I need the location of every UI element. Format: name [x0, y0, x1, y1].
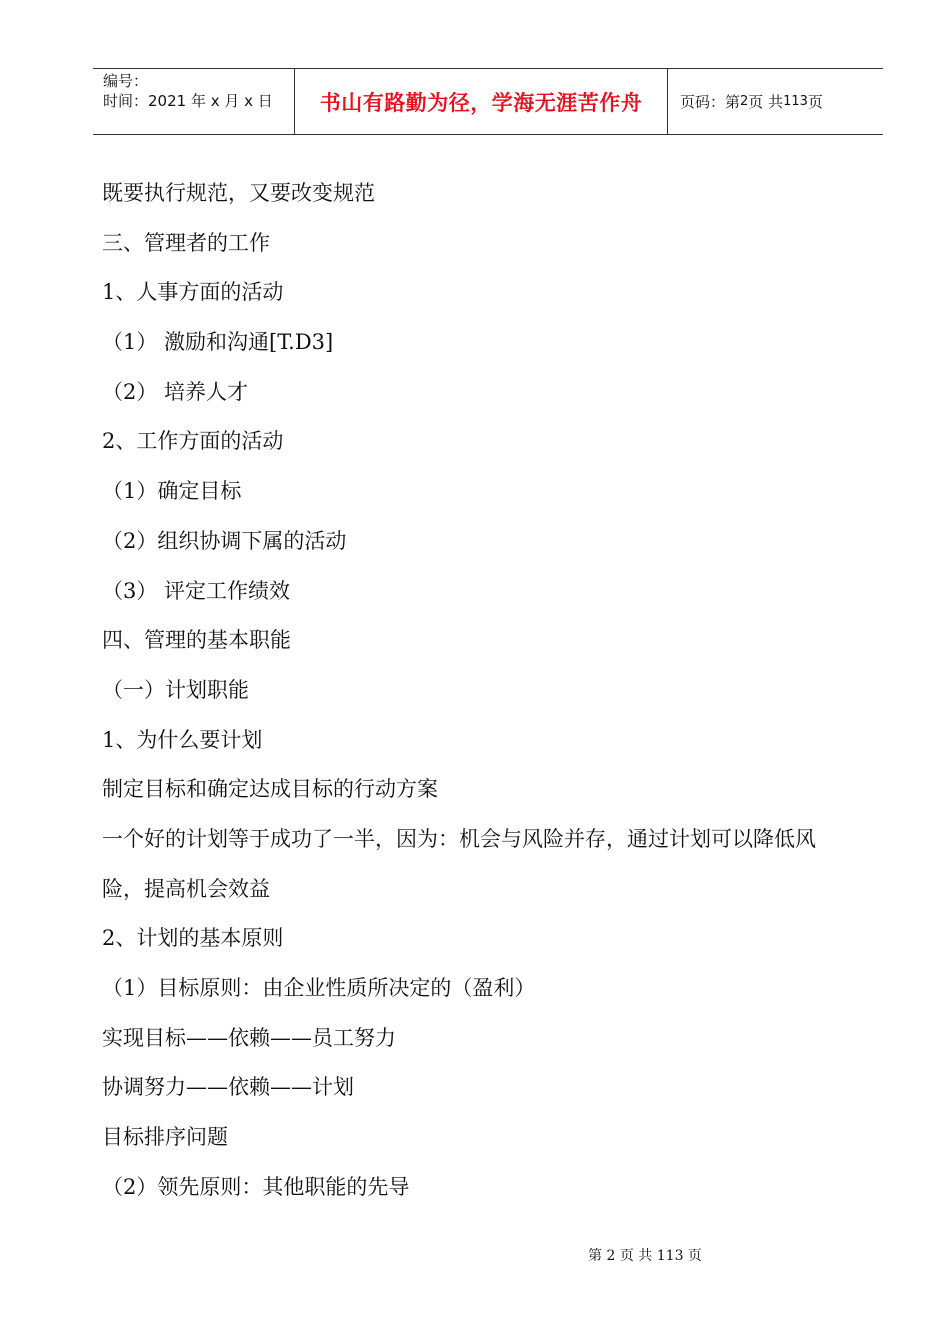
body-line: （1）确定目标 — [102, 479, 242, 504]
body-line: 制定目标和确定达成目标的行动方案 — [102, 777, 438, 802]
body-line: 1、为什么要计划 — [102, 727, 263, 752]
page-suffix: 页 — [807, 93, 823, 111]
body-line: （2）领先原则：其他职能的先导 — [102, 1174, 410, 1199]
body-line: （3） 评定工作绩效 — [102, 578, 291, 603]
page-mid: 页 共 — [748, 93, 784, 111]
body-line: 一个好的计划等于成功了一半，因为：机会与风险并存，通过计划可以降低风 — [102, 826, 816, 851]
body-line: 既要执行规范，又要改变规范 — [102, 181, 375, 205]
body-line: 四、管理的基本职能 — [102, 628, 291, 653]
body-line: （2） 培养人才 — [102, 379, 249, 404]
header-page-info — [668, 69, 883, 134]
body-line: 协调努力——依赖——计划 — [102, 1075, 354, 1100]
page-number: 2 — [740, 94, 749, 109]
page-footer: 第 2 页 共 113 页 — [588, 1248, 702, 1264]
serial-label: 编号： — [103, 72, 149, 90]
document-body — [102, 175, 892, 1218]
body-line: 险，提高机会效益 — [102, 876, 270, 901]
time-label: 时间：2021 年 x 月 x 日 — [103, 92, 273, 110]
page-prefix: 页码：第 — [680, 93, 741, 111]
body-line: 实现目标——依赖——员工努力 — [102, 1025, 396, 1050]
body-line: 目标排序问题 — [102, 1125, 228, 1150]
page-total: 113 — [783, 94, 808, 109]
body-line: 三、管理者的工作 — [102, 230, 270, 255]
body-line: （1） 激励和沟通[T.D3] — [102, 330, 334, 355]
body-line: （1）目标原则：由企业性质所决定的（盈利） — [102, 976, 536, 1000]
body-line: 2、工作方面的活动 — [102, 429, 284, 454]
body-line: 1、人事方面的活动 — [102, 280, 284, 305]
body-line: 2、计划的基本原则 — [102, 926, 284, 951]
body-line: （一）计划职能 — [102, 677, 249, 702]
body-line: （2）组织协调下属的活动 — [102, 528, 347, 553]
header-meta — [93, 69, 294, 134]
header-motto: 书山有路勤为径，学海无涯苦作舟 — [294, 69, 668, 134]
page-header — [93, 68, 883, 135]
